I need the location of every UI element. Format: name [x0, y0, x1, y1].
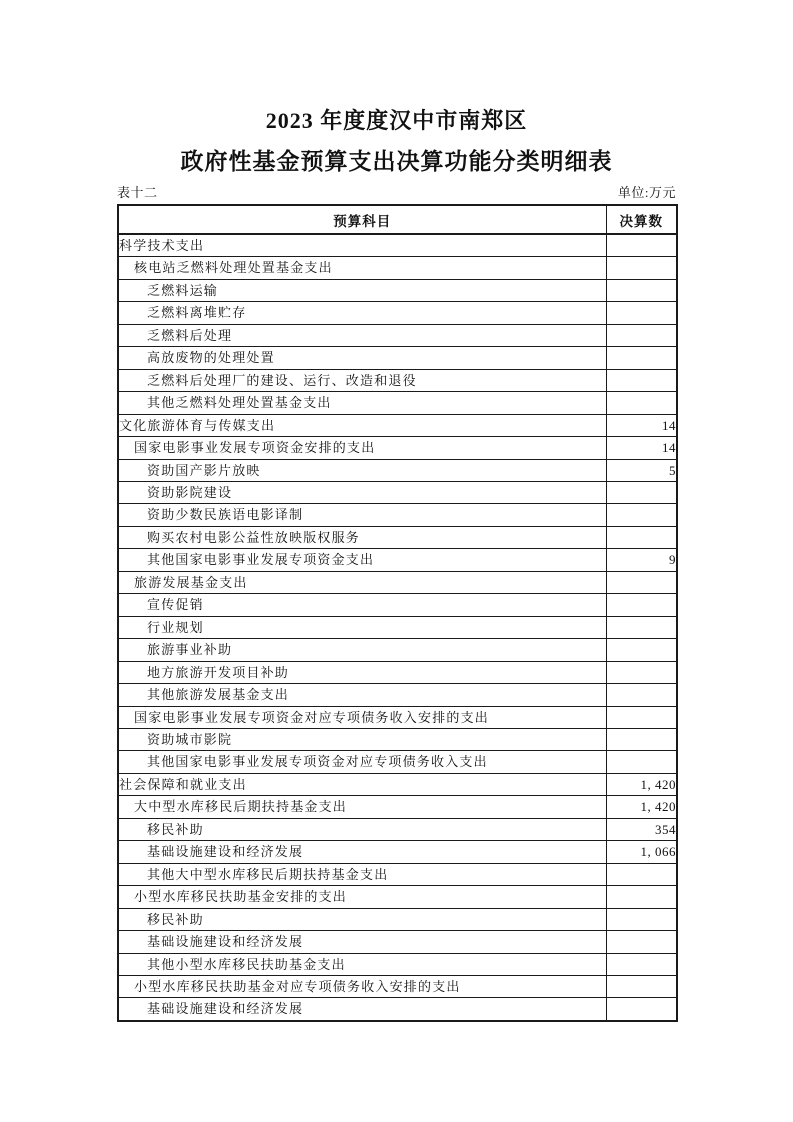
page-subtitle: 政府性基金预算支出决算功能分类明细表 — [180, 149, 613, 174]
budget-subject-cell: 乏燃料后处理厂的建设、运行、改造和退役 — [118, 369, 606, 391]
amount-cell — [606, 728, 677, 750]
budget-subject-cell: 国家电影事业发展专项资金安排的支出 — [118, 437, 606, 459]
amount-cell — [606, 616, 677, 638]
table-row — [118, 526, 677, 548]
amount-cell — [606, 953, 677, 975]
budget-subject-cell: 乏燃料离堆贮存 — [118, 302, 606, 324]
amount-cell: 1, 066 — [606, 841, 677, 863]
table-row — [118, 504, 677, 526]
budget-subject-cell: 其他旅游发展基金支出 — [118, 684, 606, 706]
amount-cell: 9 — [606, 549, 677, 571]
amount-cell: 1, 420 — [606, 773, 677, 795]
table-row — [118, 975, 677, 997]
amount-cell — [606, 504, 677, 526]
table-row — [118, 931, 677, 953]
budget-subject-cell: 其他乏燃料处理处置基金支出 — [118, 392, 606, 414]
table-row — [118, 234, 677, 257]
amount-cell — [606, 526, 677, 548]
table-row — [118, 616, 677, 638]
table-row — [118, 369, 677, 391]
table-row — [118, 886, 677, 908]
budget-subject-cell: 社会保障和就业支出 — [118, 773, 606, 795]
amount-cell — [606, 684, 677, 706]
budget-subject-cell: 小型水库移民扶助基金对应专项债务收入安排的支出 — [118, 975, 606, 997]
amount-cell: 354 — [606, 818, 677, 840]
budget-subject-cell: 乏燃料后处理 — [118, 324, 606, 346]
budget-subject-cell: 其他大中型水库移民后期扶持基金支出 — [118, 863, 606, 885]
amount-cell — [606, 661, 677, 683]
budget-subject-cell: 高放废物的处理处置 — [118, 347, 606, 369]
table-row — [118, 684, 677, 706]
amount-cell — [606, 998, 677, 1021]
amount-cell — [606, 931, 677, 953]
amount-cell — [606, 886, 677, 908]
budget-subject-cell: 资助少数民族语电影译制 — [118, 504, 606, 526]
budget-subject-cell: 宣传促销 — [118, 594, 606, 616]
table-row — [118, 908, 677, 930]
amount-cell — [606, 392, 677, 414]
budget-subject-cell: 旅游发展基金支出 — [118, 571, 606, 593]
table-row — [118, 728, 677, 750]
amount-cell — [606, 908, 677, 930]
budget-subject-cell: 资助国产影片放映 — [118, 459, 606, 481]
table-row — [118, 594, 677, 616]
unit-label: 单位:万元 — [617, 185, 676, 200]
amount-cell — [606, 324, 677, 346]
table-body — [118, 234, 677, 1021]
table-row — [118, 302, 677, 324]
table-row — [118, 661, 677, 683]
amount-cell — [606, 975, 677, 997]
budget-subject-cell: 旅游事业补助 — [118, 639, 606, 661]
budget-subject-cell: 基础设施建设和经济发展 — [118, 998, 606, 1021]
budget-subject-cell: 资助城市影院 — [118, 728, 606, 750]
table-row — [118, 324, 677, 346]
table-row — [118, 571, 677, 593]
amount-cell — [606, 279, 677, 301]
table-row — [118, 257, 677, 279]
table-row — [118, 773, 677, 795]
amount-cell — [606, 257, 677, 279]
table-row — [118, 481, 677, 503]
budget-subject-cell: 基础设施建设和经济发展 — [118, 931, 606, 953]
budget-subject-cell: 乏燃料运输 — [118, 279, 606, 301]
budget-subject-cell: 大中型水库移民后期扶持基金支出 — [118, 796, 606, 818]
amount-cell: 5 — [606, 459, 677, 481]
budget-subject-cell: 购买农村电影公益性放映版权服务 — [118, 526, 606, 548]
budget-table — [117, 204, 678, 1022]
amount-cell — [606, 369, 677, 391]
page-title: 2023 年度度汉中市南郑区 — [265, 108, 528, 133]
table-row — [118, 414, 677, 436]
amount-cell — [606, 481, 677, 503]
table-row — [118, 279, 677, 301]
amount-cell — [606, 706, 677, 728]
budget-subject-cell: 基础设施建设和经济发展 — [118, 841, 606, 863]
budget-subject-cell: 行业规划 — [118, 616, 606, 638]
budget-subject-cell: 其他国家电影事业发展专项资金对应专项债务收入支出 — [118, 751, 606, 773]
amount-cell — [606, 594, 677, 616]
budget-subject-cell: 资助影院建设 — [118, 481, 606, 503]
amount-cell — [606, 302, 677, 324]
amount-cell — [606, 571, 677, 593]
table-header-row — [118, 205, 677, 234]
amount-cell — [606, 751, 677, 773]
budget-subject-cell: 国家电影事业发展专项资金对应专项债务收入安排的支出 — [118, 706, 606, 728]
budget-subject-cell: 移民补助 — [118, 908, 606, 930]
table-row — [118, 818, 677, 840]
budget-subject-cell: 地方旅游开发项目补助 — [118, 661, 606, 683]
table-row — [118, 863, 677, 885]
amount-cell: 14 — [606, 414, 677, 436]
budget-subject-cell: 核电站乏燃料处理处置基金支出 — [118, 257, 606, 279]
table-row — [118, 437, 677, 459]
amount-cell — [606, 347, 677, 369]
budget-subject-cell: 移民补助 — [118, 818, 606, 840]
table-row — [118, 549, 677, 571]
column-header-subject: 预算科目 — [118, 205, 606, 234]
table-row — [118, 841, 677, 863]
amount-cell — [606, 234, 677, 257]
budget-subject-cell: 其他小型水库移民扶助基金支出 — [118, 953, 606, 975]
table-row — [118, 706, 677, 728]
budget-subject-cell: 科学技术支出 — [118, 234, 606, 257]
amount-cell: 1, 420 — [606, 796, 677, 818]
table-number-label: 表十二 — [117, 185, 158, 200]
table-row — [118, 796, 677, 818]
amount-cell: 14 — [606, 437, 677, 459]
amount-cell — [606, 639, 677, 661]
table-row — [118, 459, 677, 481]
table-row — [118, 751, 677, 773]
budget-subject-cell: 小型水库移民扶助基金安排的支出 — [118, 886, 606, 908]
table-row — [118, 347, 677, 369]
budget-subject-cell: 其他国家电影事业发展专项资金支出 — [118, 549, 606, 571]
table-caption-row — [117, 182, 676, 201]
table-row — [118, 998, 677, 1021]
budget-subject-cell: 文化旅游体育与传媒支出 — [118, 414, 606, 436]
table-row — [118, 392, 677, 414]
table-row — [118, 639, 677, 661]
amount-cell — [606, 863, 677, 885]
column-header-amount: 决算数 — [606, 205, 677, 234]
table-row — [118, 953, 677, 975]
